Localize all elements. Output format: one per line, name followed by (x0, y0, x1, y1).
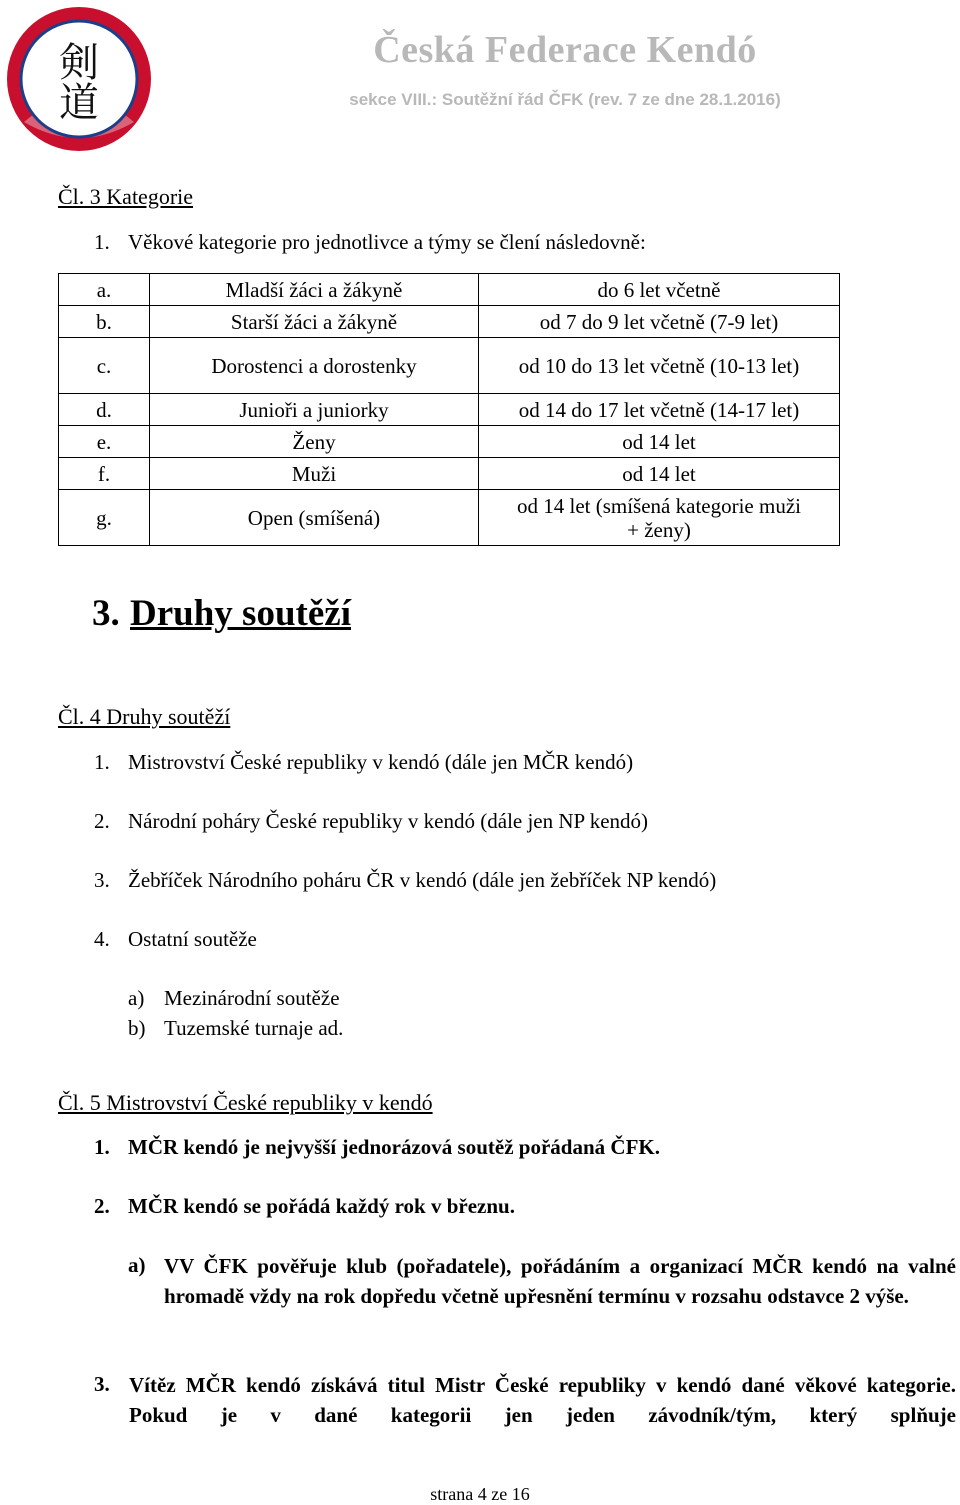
logo-kanji-do: 道 (59, 80, 99, 126)
table-row (59, 490, 840, 546)
category-name: Dorostenci a dorostenky (150, 338, 479, 394)
section-3-heading (92, 592, 351, 635)
list-number: 2. (94, 809, 110, 833)
list-text: Mistrovství České republiky v kendó (dále jen MČR kendó) (128, 750, 634, 774)
list-text: MČR kendó je nejvyšší jednorázová soutěž pořádaná ČFK. (128, 1135, 660, 1159)
category-age: od 7 do 9 let včetně (7-9 let) (479, 306, 840, 338)
sub-list-text: VV ČFK pověřuje klub (pořadatele), pořádáním a organizací MČR kendó na valné hromadě vždy na rok dopředu včetně upřesnění termínu v rozsahu odstavce 2 výše. (164, 1254, 956, 1308)
list-item (94, 1194, 515, 1219)
table-row (59, 458, 840, 490)
list-number: 2. (94, 1194, 110, 1218)
document-subtitle: sekce VIII.: Soutěžní řád ČFK (rev. 7 ze dne 28.1.2016) (349, 90, 781, 109)
category-name: Open (smíšená) (150, 490, 479, 546)
category-letter: c. (59, 338, 150, 394)
article-4-heading: Čl. 4 Druhy soutěží (58, 704, 231, 729)
list-number: 3. (94, 1372, 110, 1396)
category-letter: b. (59, 306, 150, 338)
section-number: 3. (92, 593, 120, 634)
table-row (59, 274, 840, 306)
sub-list-text: Mezinárodní soutěže (164, 986, 340, 1010)
category-age: od 14 let (479, 426, 840, 458)
list-number: 4. (94, 927, 110, 951)
list-text: MČR kendó se pořádá každý rok v březnu. (128, 1194, 515, 1218)
list-item (94, 809, 648, 834)
page-number: strana 4 ze 16 (430, 1484, 530, 1504)
table-row (59, 306, 840, 338)
organization-title: Česká Federace Kendó (373, 29, 757, 71)
logo-kanji-ken: 剣 (59, 40, 99, 86)
category-name: Starší žáci a žákyně (150, 306, 479, 338)
article-3-heading: Čl. 3 Kategorie (58, 184, 194, 209)
section-title: Druhy soutěží (130, 593, 351, 634)
category-age: od 14 let (smíšená kategorie muži + ženy) (479, 490, 840, 546)
list-text: Věkové kategorie pro jednotlivce a týmy se člení následovně: (128, 230, 646, 254)
category-letter: d. (59, 394, 150, 426)
list-text: Žebříček Národního poháru ČR v kendó (dále jen žebříček NP kendó) (128, 868, 717, 892)
list-text: Národní poháry České republiky v kendó (dále jen NP kendó) (128, 809, 649, 833)
category-name: Mladší žáci a žákyně (150, 274, 479, 306)
list-number: 3. (94, 868, 110, 892)
sub-list-number: a) (128, 986, 145, 1010)
table-row (59, 338, 840, 394)
age-category-table (58, 273, 840, 546)
list-number: 1. (94, 230, 110, 254)
category-letter: a. (59, 274, 150, 306)
category-age: od 10 do 13 let včetně (10-13 let) (479, 338, 840, 394)
category-name: Junioři a juniorky (150, 394, 479, 426)
category-letter: g. (59, 490, 150, 546)
category-letter: f. (59, 458, 150, 490)
sub-list-text: Tuzemské turnaje ad. (164, 1016, 344, 1040)
list-number: 1. (94, 1135, 110, 1159)
category-age: od 14 do 17 let včetně (14-17 let) (479, 394, 840, 426)
sub-list-item (128, 1016, 343, 1041)
article-5-heading: Čl. 5 Mistrovství České republiky v kendó (58, 1090, 433, 1115)
category-letter: e. (59, 426, 150, 458)
category-name: Ženy (150, 426, 479, 458)
list-number: 1. (94, 750, 110, 774)
sub-list-item (128, 986, 340, 1011)
list-text: Ostatní soutěže (128, 927, 257, 951)
list-item (94, 927, 257, 952)
sub-list-number: b) (128, 1016, 146, 1040)
sub-list-number: a) (128, 1253, 146, 1277)
category-name: Muži (150, 458, 479, 490)
list-item (94, 1135, 660, 1160)
logo-emblem (4, 4, 154, 154)
table-row (59, 426, 840, 458)
list-text: Vítěz MČR kendó získává titul Mistr České republiky v kendó dané věkové kategorie. Pokud je v dané kategorii jen jeden závodník/tým, který splňuje (129, 1373, 956, 1427)
article-3-intro (94, 230, 646, 255)
federation-logo (4, 4, 154, 154)
list-item (94, 750, 633, 775)
table-row (59, 394, 840, 426)
category-age: do 6 let včetně (479, 274, 840, 306)
list-item (94, 868, 716, 893)
category-age: od 14 let (479, 458, 840, 490)
